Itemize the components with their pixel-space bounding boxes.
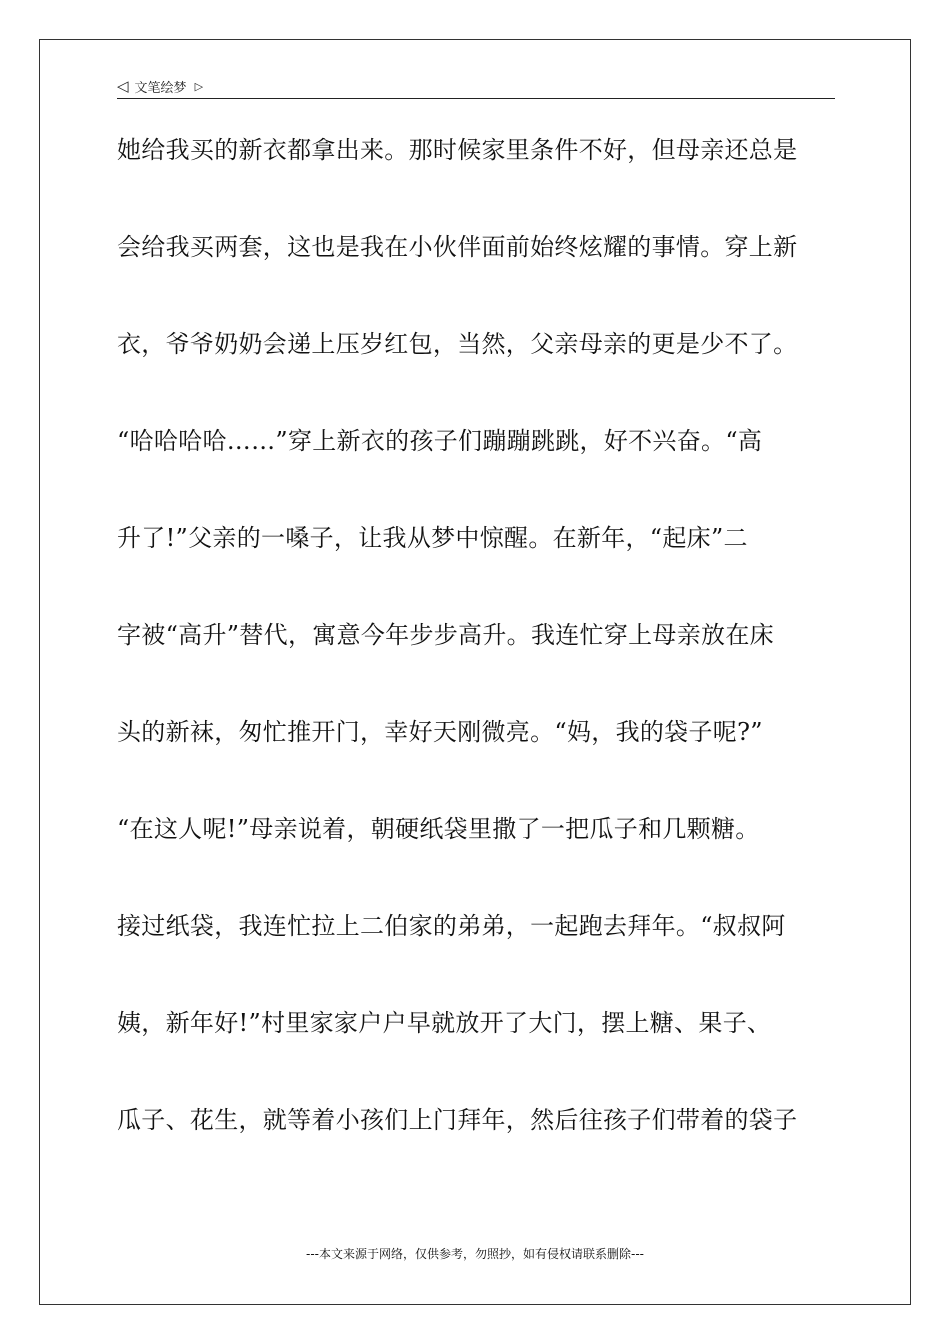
text-line: 头的新袜，匆忙推开门，幸好天刚微亮。“妈，我的袋子呢?” — [117, 718, 763, 746]
text-line: 衣，爷爷奶奶会递上压岁红包，当然，父亲母亲的更是少不了。 — [117, 330, 798, 358]
text-line: 她给我买的新衣都拿出来。那时候家里条件不好，但母亲还总是 — [117, 136, 798, 164]
header-title: 文笔绘梦 — [134, 80, 187, 96]
document-body — [117, 120, 837, 1187]
triangle-left-icon: ◁ — [117, 76, 129, 95]
text-line: 字被“高升”替代，寓意今年步步高升。我连忙穿上母亲放在床 — [117, 621, 774, 649]
page-header — [117, 74, 835, 99]
page-footer: ---本文来源于网络，仅供参考，勿照抄，如有侵权请联系删除--- — [306, 1247, 644, 1261]
text-line: 会给我买两套，这也是我在小伙伴面前始终炫耀的事情。穿上新 — [117, 233, 798, 261]
text-line: 瓜子、花生，就等着小孩们上门拜年，然后往孩子们带着的袋子 — [117, 1106, 798, 1134]
text-line: “在这人呢!”母亲说着，朝硬纸袋里撒了一把瓜子和几颗糖。 — [117, 815, 760, 843]
text-line: “哈哈哈哈……”穿上新衣的孩子们蹦蹦跳跳，好不兴奋。“高 — [117, 427, 763, 455]
triangle-right-icon: ▷ — [194, 79, 204, 93]
text-line: 接过纸袋，我连忙拉上二伯家的弟弟，一起跑去拜年。“叔叔阿 — [117, 912, 786, 940]
text-line: 姨，新年好!”村里家家户户早就放开了大门，摆上糖、果子、 — [117, 1009, 772, 1037]
text-line: 升了!”父亲的一嗓子，让我从梦中惊醒。在新年，“起床”二 — [117, 524, 748, 552]
